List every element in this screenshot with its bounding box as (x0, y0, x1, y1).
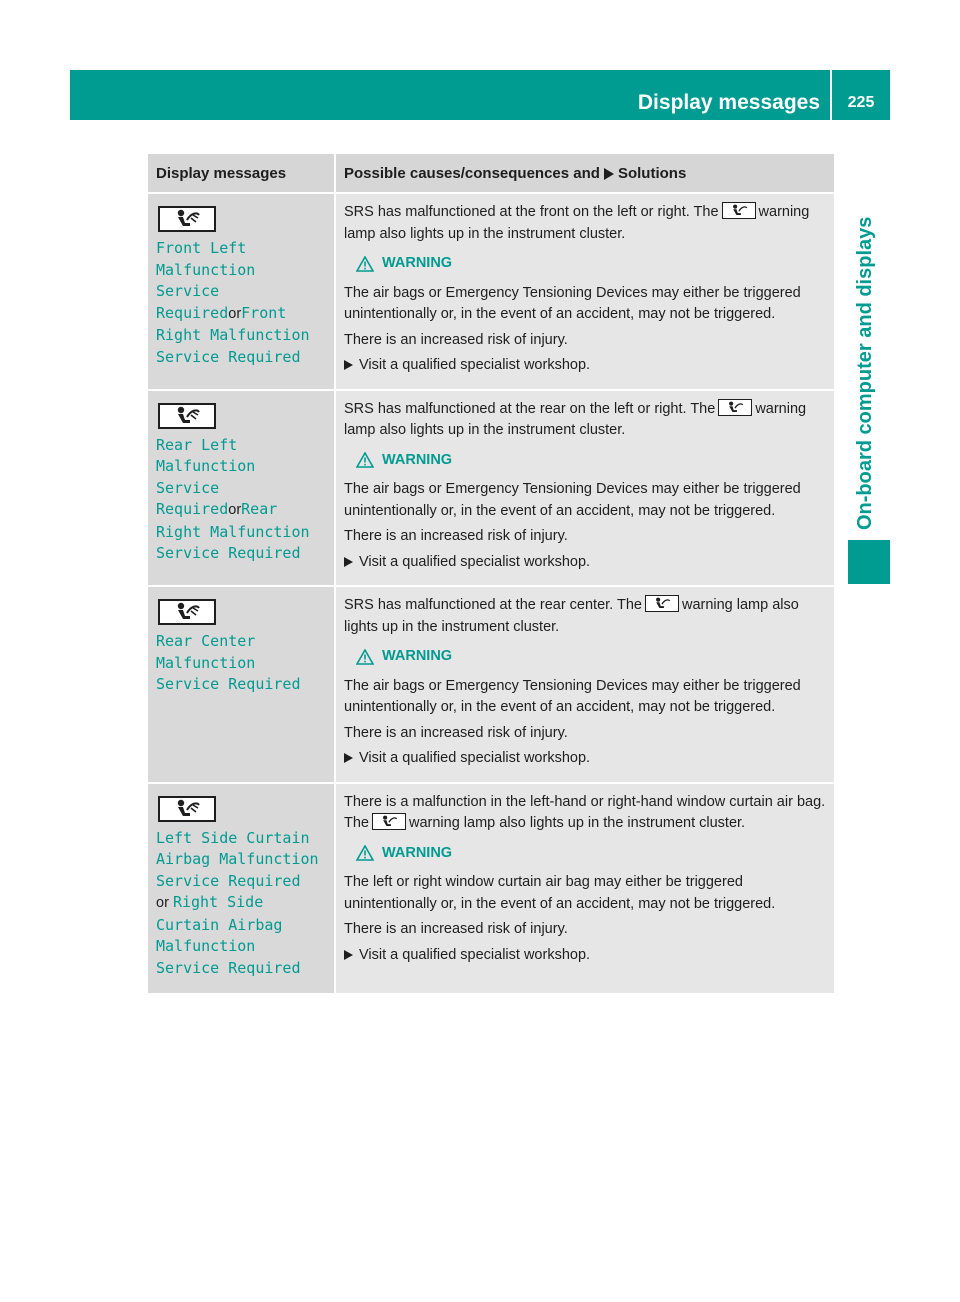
warning-text: The air bags or Emergency Tensioning Devices may either be triggered unintentionally or, in the event of an accident, may not be triggered. (344, 284, 801, 322)
message-line: Service (156, 282, 220, 300)
warning-text: The air bags or Emergency Tensioning Devices may either be triggered unintentionally or, in the event of an accident, may not be triggered. (344, 677, 801, 715)
airbag-warning-lamp-icon (722, 202, 756, 219)
message-line: Curtain Airbag (156, 915, 283, 934)
display-message-cell (148, 193, 335, 390)
warning-text: The air bags or Emergency Tensioning Devices may either be triggered unintentionally or, in the event of an accident, may not be triggered. (344, 481, 801, 519)
message-line: Rear Left (156, 435, 238, 454)
table-row (148, 390, 834, 587)
risk-text: There is an increased risk of injury. (344, 528, 568, 544)
or-connector: or (228, 305, 242, 322)
message-line: Service Required (156, 871, 301, 890)
cause-description (344, 202, 830, 245)
message-line: Service Required (156, 675, 301, 693)
message-fragment: Front (241, 303, 287, 322)
page-header (70, 70, 890, 120)
message-line: Malfunction (156, 937, 256, 955)
warning-label: WARNING (382, 451, 453, 468)
cause-text: warning lamp also lights up in the instrument cluster. (344, 400, 807, 438)
risk-text: There is an increased risk of injury. (344, 921, 568, 937)
column-header-solutions-text: Solutions (617, 164, 687, 182)
airbag-warning-lamp-icon (158, 403, 216, 429)
message-fragment: Right Side (172, 893, 264, 911)
solution-step (344, 945, 830, 967)
header-title: Display messages (637, 91, 820, 114)
message-line: Right Malfunction (156, 522, 310, 541)
message-line: Malfunction (156, 260, 256, 279)
message-line: Service Required (156, 958, 301, 977)
airbag-warning-lamp-icon (645, 595, 679, 612)
message-fragment: Required (156, 500, 229, 518)
cause-text: SRS has malfunctioned at the front on the left or right. The (344, 204, 719, 220)
cause-description (344, 399, 830, 442)
airbag-warning-lamp-icon (158, 206, 216, 232)
warning-heading (356, 450, 830, 472)
airbag-warning-lamp-icon (372, 813, 406, 830)
cause-text: warning lamp also lights up in the instrument cluster. (344, 597, 799, 635)
step-text: Visit a qualified specialist workshop. (359, 946, 591, 963)
table-row (148, 193, 834, 390)
warning-label: WARNING (382, 844, 453, 861)
cause-text: warning lamp also lights up in the instrument cluster. (409, 815, 746, 831)
column-header-display-messages: Display messages (148, 154, 335, 193)
message-line (156, 499, 326, 522)
cause-text: warning lamp also lights up in the instrument cluster. (344, 204, 810, 242)
airbag-warning-lamp-icon (718, 399, 752, 416)
risk-text: There is an increased risk of injury. (344, 724, 568, 741)
warning-label: WARNING (382, 648, 453, 664)
display-message-cell (148, 783, 335, 994)
warning-text: The left or right window curtain air bag may either be triggered unintentionally or, in the event of an accident, may not be triggered. (344, 874, 776, 912)
step-arrow-icon (344, 360, 353, 370)
play-arrow-icon (604, 168, 614, 180)
cause-description (344, 595, 830, 638)
display-messages-table (148, 154, 834, 993)
or-connector: or (156, 895, 169, 911)
message-line (156, 303, 326, 326)
warning-triangle-icon (356, 452, 374, 468)
warning-triangle-icon (356, 256, 374, 272)
message-line (156, 892, 326, 915)
solution-step (344, 355, 830, 377)
warning-triangle-icon (356, 845, 374, 861)
warning-heading (356, 646, 830, 668)
cause-text: SRS has malfunctioned at the rear on the left or right. The (344, 400, 716, 417)
cause-text: There is a malfunction in the left-hand or right-hand window curtain air bag. The (344, 793, 826, 831)
table-row (148, 586, 834, 783)
solution-cell (335, 586, 834, 783)
message-line: Left Side Curtain (156, 828, 310, 847)
solution-step (344, 748, 830, 770)
message-line: Service Required (156, 544, 301, 562)
solution-cell (335, 390, 834, 587)
warning-triangle-icon (356, 649, 374, 665)
step-text: Visit a qualified specialist workshop. (359, 357, 591, 373)
step-text: Visit a qualified specialist workshop. (359, 553, 591, 570)
step-arrow-icon (344, 753, 353, 763)
step-text: Visit a qualified specialist workshop. (359, 750, 591, 766)
warning-label: WARNING (382, 255, 453, 271)
risk-text: There is an increased risk of injury. (344, 331, 568, 348)
message-line: Malfunction (156, 457, 256, 475)
message-line: Service Required (156, 347, 301, 366)
column-header-causes-solutions (335, 154, 834, 193)
message-line: Service (156, 478, 220, 497)
cause-text: SRS has malfunctioned at the rear center. The (344, 597, 642, 613)
airbag-warning-lamp-icon (158, 796, 216, 822)
side-tab-marker (848, 540, 890, 584)
message-fragment: Rear (241, 500, 278, 518)
display-message-cell (148, 390, 335, 587)
side-tab-label: On-board computer and displays (854, 216, 876, 530)
message-fragment: Required (156, 303, 229, 322)
column-header-causes-text: Possible causes/consequences and (344, 164, 600, 182)
solution-cell (335, 783, 834, 994)
message-line: Front Left (156, 239, 247, 257)
or-connector: or (228, 502, 242, 518)
warning-heading (356, 843, 830, 865)
page-number: 225 (847, 94, 875, 111)
step-arrow-icon (344, 557, 353, 567)
solution-cell (335, 193, 834, 390)
step-arrow-icon (344, 950, 353, 960)
message-line: Malfunction (156, 653, 256, 672)
warning-heading (356, 253, 830, 275)
solution-step (344, 552, 830, 574)
message-line: Airbag Malfunction (156, 850, 319, 868)
airbag-warning-lamp-icon (158, 599, 216, 625)
message-line: Right Malfunction (156, 326, 310, 344)
table-row (148, 783, 834, 994)
message-line: Rear Center (156, 632, 256, 650)
display-message-cell (148, 586, 335, 783)
cause-description (344, 792, 830, 835)
